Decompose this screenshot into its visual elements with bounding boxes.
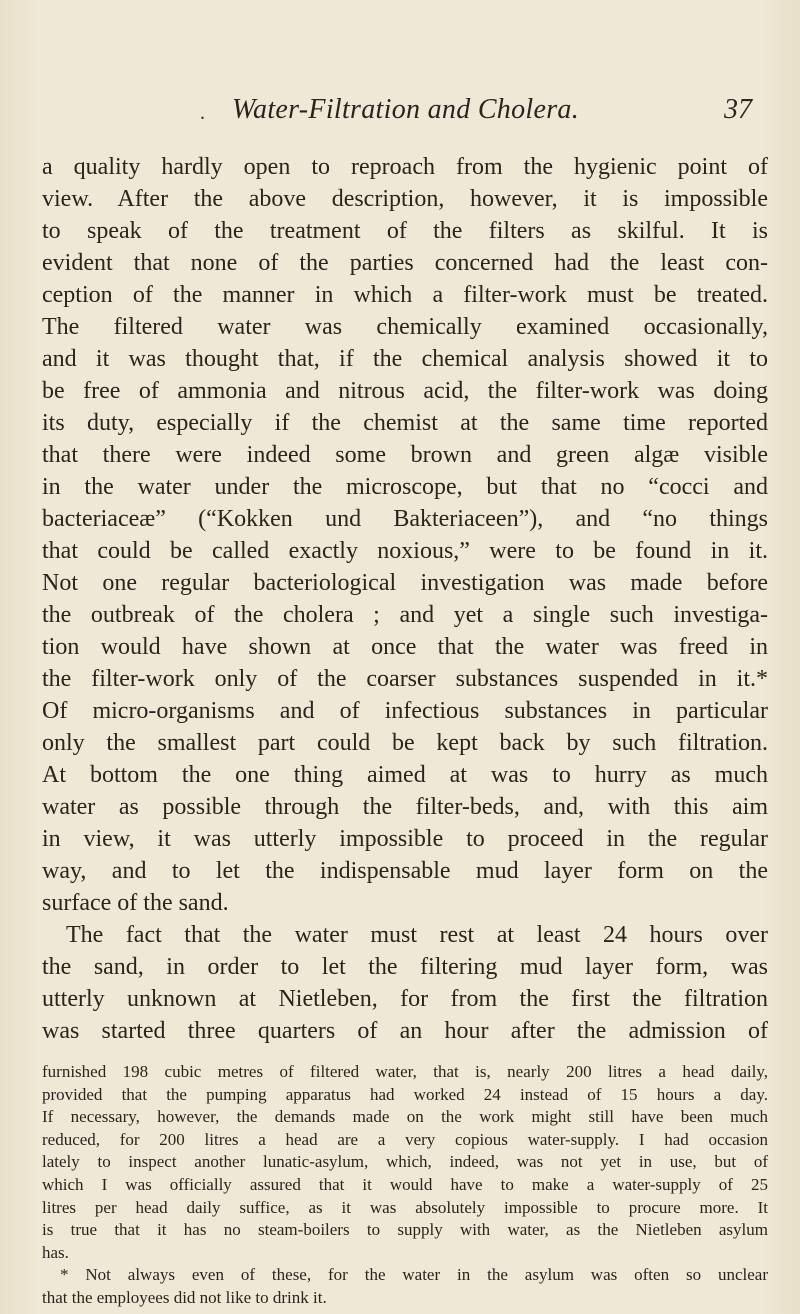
footnote-line: has. [42,1242,69,1262]
running-head [0,94,800,134]
body-line: Not one regular bacteriological investigation was made before [42,570,768,596]
body-line: water as possible through the filter-beds, and, with this aim [42,794,768,820]
body-line: the filter-work only of the coarser substances suspended in it.* [42,666,768,692]
body-line: tion would have shown at once that the water was freed in [42,634,768,660]
footnotes [42,1061,768,1310]
body-line: that could be called exactly noxious,” were to be found in it. [42,538,768,564]
body-line: view. After the above description, however, it is impossible [42,186,768,212]
body-line: At bottom the one thing aimed at was to hurry as much [42,762,768,788]
footnote-line: If necessary, however, the demands made on the work might still have been much [42,1107,768,1127]
body-line: in the water under the microscope, but that no “cocci and [42,474,768,500]
footnote-line: furnished 198 cubic metres of filtered water, that is, nearly 200 litres a head daily, [42,1062,768,1081]
body-line: only the smallest part could be kept back by such filtration. [42,730,768,756]
body-line: bacteriaceæ” (“Kokken und Bakteriaceen”), and “no things [42,506,768,532]
body-text [42,151,768,1047]
body-line: utterly unknown at Nietleben, for from the first the filtration [42,986,768,1012]
body-line: way, and to let the indispensable mud layer form on the [42,858,768,884]
body-line: surface of the sand. [42,890,229,916]
body-line: evident that none of the parties concerned had the least con- [42,250,768,276]
footnote-line: reduced, for 200 litres a head are a very copious water-supply. I had occasion [42,1129,768,1149]
body-line: and it was thought that, if the chemical analysis showed it to [42,346,768,372]
running-head-title: Water-Filtration and Cholera. [232,94,579,125]
body-line: Of micro-organisms and of infectious substances in particular [42,698,768,724]
body-line: be free of ammonia and nitrous acid, the filter-work was doing [42,378,768,404]
footnote-asterisk-line: * Not always even of these, for the water in the asylum was often so unclear [60,1265,768,1285]
footnote-line: that the employees did not like to drink it. [42,1287,327,1307]
body-line: The filtered water was chemically examined occasionally, [42,314,768,340]
body-line-paragraph-start: The fact that the water must rest at least 24 hours over [66,922,768,948]
body-line: ception of the manner in which a filter-work must be treated. [42,282,768,308]
body-line: to speak of the treatment of the filters as skilful. It is [42,218,768,244]
body-line: a quality hardly open to reproach from the hygienic point of [42,154,768,180]
body-line: that there were indeed some brown and green algæ visible [42,442,768,468]
footnote-line: is true that it has no steam-boilers to supply with water, as the Nietleben asylum [42,1220,768,1240]
footnote-line: lately to inspect another lunatic-asylum, which, indeed, was not yet in use, but of [42,1152,768,1172]
page-number: 37 [724,94,752,125]
body-line: was started three quarters of an hour after the admission of [42,1018,768,1044]
footnote-line: provided that the pumping apparatus had worked 24 instead of 15 hours a day. [42,1084,768,1104]
body-line: in view, it was utterly impossible to proceed in the regular [42,826,768,852]
running-head-dot: . [200,102,205,124]
body-line: the sand, in order to let the filtering mud layer form, was [42,954,768,980]
body-line: its duty, especially if the chemist at the same time reported [42,410,768,436]
footnote-line: which I was officially assured that it would have to make a water-supply of 25 [42,1174,768,1194]
body-line: the outbreak of the cholera ; and yet a single such investiga- [42,602,768,628]
footnote-line: litres per head daily suffice, as it was absolutely impossible to procure more. It [42,1197,768,1217]
